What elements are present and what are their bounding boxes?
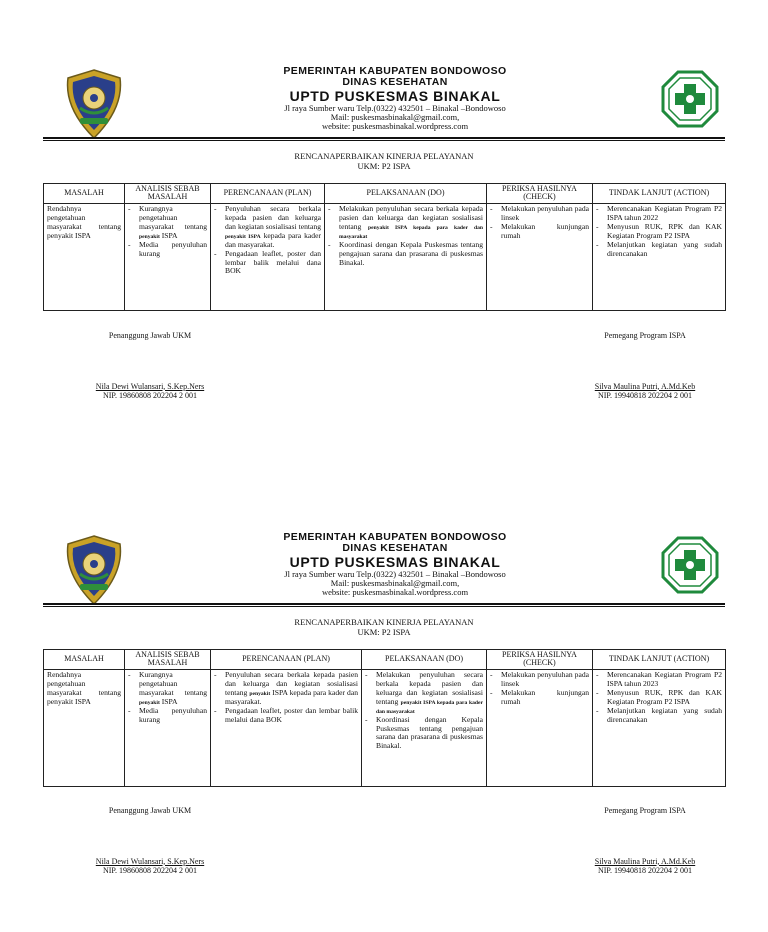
signature-left xyxy=(60,806,240,876)
letterhead-line-1: PEMERINTAH KABUPATEN BONDOWOSO xyxy=(283,531,507,543)
header-analisis: ANALISIS SEBAB MASALAH xyxy=(125,184,211,204)
signature-left-name: Nila Dewi Wulansari, S.Kep.Ners xyxy=(95,856,205,866)
header-tindak-lanjut: TINDAK LANJUT (ACTION) xyxy=(593,184,726,204)
header-perencanaan: PERENCANAAN (PLAN) xyxy=(211,650,362,670)
document-title xyxy=(184,152,584,172)
list-item: - Merencanakan Kegiatan Program P2 ISPA tahun 2023 xyxy=(596,671,722,689)
puskesmas-cross-icon xyxy=(661,70,719,128)
header-pelaksanaan: PELAKSANAAN (DO) xyxy=(325,184,487,204)
cell-pelaksanaan xyxy=(362,669,487,786)
letterhead-line-1: PEMERINTAH KABUPATEN BONDOWOSO xyxy=(283,65,507,77)
signature-left-role: Penanggung Jawab UKM xyxy=(108,331,192,340)
signature-right-role: Pemegang Program ISPA xyxy=(604,806,686,815)
title-line-1: RENCANAPERBAIKAN KINERJA PELAYANAN xyxy=(294,617,474,627)
list-item: - Pengadaan leaflet, poster dan lembar balik melalui dana BOK xyxy=(214,250,321,277)
letterhead xyxy=(230,532,560,596)
list-item: - Melakukan penyuluhan secara berkala kepada pasien dan keluarga dan kegiatan sosialisasi tentang penyakit ISPA kepada para kader dan masyarakat xyxy=(328,205,483,241)
signature-right-role: Pemegang Program ISPA xyxy=(604,331,686,340)
list-item: - Penyuluhan secara berkala kepada pasien dan keluarga dan kegiatan sosialisasi tentang penyakit ISPA kepada para kader dan masyarakat. xyxy=(214,205,321,250)
document-copy-2 xyxy=(0,466,768,932)
list-item: - Melakukan penyuluhan pada linsek xyxy=(490,671,589,689)
letterhead-email: Mail: puskesmasbinakal@gmail.com, xyxy=(330,111,460,122)
list-item: - Media penyuluhan kurang xyxy=(128,707,207,725)
list-item: - Menyusun RUK, RPK dan KAK Kegiatan Program P2 ISPA xyxy=(596,223,722,241)
letterhead-address: Jl raya Sumber waru Telp.(0322) 432501 – Binakal –Bondowoso xyxy=(284,568,506,579)
cell-perencanaan xyxy=(211,203,325,310)
title-line-1: RENCANAPERBAIKAN KINERJA PELAYANAN xyxy=(294,151,474,161)
signature-left-nip: NIP. 19860808 202204 2 001 xyxy=(102,391,197,401)
letterhead-address: Jl raya Sumber waru Telp.(0322) 432501 – Binakal –Bondowoso xyxy=(284,102,506,113)
list-item: - Kurangnya pengetahuan masyarakat tentang penyakit ISPA xyxy=(128,671,207,707)
list-item: - Merencanakan Kegiatan Program P2 ISPA tahun 2022 xyxy=(596,205,722,223)
document-title xyxy=(184,618,584,638)
title-line-2: UKM: P2 ISPA xyxy=(357,626,411,637)
header-tindak-lanjut: TINDAK LANJUT (ACTION) xyxy=(593,650,726,670)
letterhead-website: website: puskesmasbinakal.wordpress.com xyxy=(321,586,469,597)
list-item: - Melanjutkan kegiatan yang sudah direncanakan xyxy=(596,707,722,725)
list-item: - Melakukan penyuluhan secara berkala kepada pasien dan keluarga dan kegiatan sosialisasi tentang penyakit ISPA kepada para kader dan masyarakat xyxy=(365,671,483,716)
cell-analisis xyxy=(125,669,211,786)
list-item: - Koordinasi dengan Kepala Puskesmas tentang pengajuan sarana dan prasarana di puskesmas Binakal. xyxy=(365,716,483,752)
list-item: - Pengadaan leaflet, poster dan lembar balik melalui dana BOK xyxy=(214,707,358,725)
signature-left-role: Penanggung Jawab UKM xyxy=(108,806,192,815)
signature-left-name: Nila Dewi Wulansari, S.Kep.Ners xyxy=(95,381,205,391)
list-item: - Koordinasi dengan Kepala Puskesmas tentang pengajuan sarana dan prasarana di puskesmas Binakal. xyxy=(328,241,483,268)
signature-left-nip: NIP. 19860808 202204 2 001 xyxy=(102,866,197,876)
letterhead-website: website: puskesmasbinakal.wordpress.com xyxy=(321,120,469,131)
letterhead-rule-thick xyxy=(43,603,725,605)
pdca-table xyxy=(43,183,726,311)
list-item: - Kurangnya pengetahuan masyarakat tentang penyakit ISPA xyxy=(128,205,207,241)
letterhead xyxy=(230,66,560,130)
signature-right xyxy=(555,806,735,876)
cell-pelaksanaan xyxy=(325,203,487,310)
letterhead-rule-thin xyxy=(43,140,725,141)
header-pelaksanaan: PELAKSANAAN (DO) xyxy=(362,650,487,670)
signature-right-name: Silva Maulina Putri, A.Md.Keb xyxy=(594,381,696,391)
signature-right xyxy=(555,331,735,401)
letterhead-line-2: DINAS KESEHATAN xyxy=(342,542,448,555)
list-item: - Media penyuluhan kurang xyxy=(128,241,207,259)
cell-tindak-lanjut xyxy=(593,669,726,786)
letterhead-email: Mail: puskesmasbinakal@gmail.com, xyxy=(330,577,460,588)
list-item: - Menyusun RUK, RPK dan KAK Kegiatan Program P2 ISPA xyxy=(596,689,722,707)
letterhead-institution: UPTD PUSKESMAS BINAKAL xyxy=(289,88,501,105)
header-periksa: PERIKSA HASILNYA (CHECK) xyxy=(487,650,593,670)
cell-perencanaan xyxy=(211,669,362,786)
signature-right-nip: NIP. 19940818 202204 2 001 xyxy=(597,391,692,401)
list-item: - Melanjutkan kegiatan yang sudah direncanakan xyxy=(596,241,722,259)
cell-periksa xyxy=(487,203,593,310)
letterhead-line-2: DINAS KESEHATAN xyxy=(342,76,448,89)
header-periksa: PERIKSA HASILNYA (CHECK) xyxy=(487,184,593,204)
letterhead-institution: UPTD PUSKESMAS BINAKAL xyxy=(289,554,501,571)
table-header-row xyxy=(44,650,726,670)
cell-analisis xyxy=(125,203,211,310)
puskesmas-cross-icon xyxy=(661,536,719,594)
cell-masalah: Rendahnya pengetahuan masyarakat tentang penyakit ISPA xyxy=(44,669,125,786)
pdca-table xyxy=(43,649,726,787)
list-item: - Melakukan kunjungan rumah xyxy=(490,689,589,707)
list-item: - Penyuluhan secara berkala kepada pasien dan keluarga dan kegiatan sosialisasi tentang penyakit ISPA kepada para kader dan masyarakat. xyxy=(214,671,358,707)
table-row xyxy=(44,203,726,310)
bondowoso-emblem-icon xyxy=(62,68,126,140)
letterhead-rule-thin xyxy=(43,606,725,607)
signature-left xyxy=(60,331,240,401)
title-line-2: UKM: P2 ISPA xyxy=(357,160,411,171)
header-perencanaan: PERENCANAAN (PLAN) xyxy=(211,184,325,204)
letterhead-rule-thick xyxy=(43,137,725,139)
table-header-row xyxy=(44,184,726,204)
header-masalah: MASALAH xyxy=(44,184,125,204)
cell-periksa xyxy=(487,669,593,786)
header-masalah: MASALAH xyxy=(44,650,125,670)
table-row xyxy=(44,669,726,786)
signature-right-nip: NIP. 19940818 202204 2 001 xyxy=(597,866,692,876)
bondowoso-emblem-icon xyxy=(62,534,126,606)
list-item: - Melakukan penyuluhan pada linsek xyxy=(490,205,589,223)
list-item: - Melakukan kunjungan rumah xyxy=(490,223,589,241)
cell-masalah: Rendahnya pengetahuan masyarakat tentang penyakit ISPA xyxy=(44,203,125,310)
header-analisis: ANALISIS SEBAB MASALAH xyxy=(125,650,211,670)
cell-tindak-lanjut xyxy=(593,203,726,310)
signature-right-name: Silva Maulina Putri, A.Md.Keb xyxy=(594,856,696,866)
